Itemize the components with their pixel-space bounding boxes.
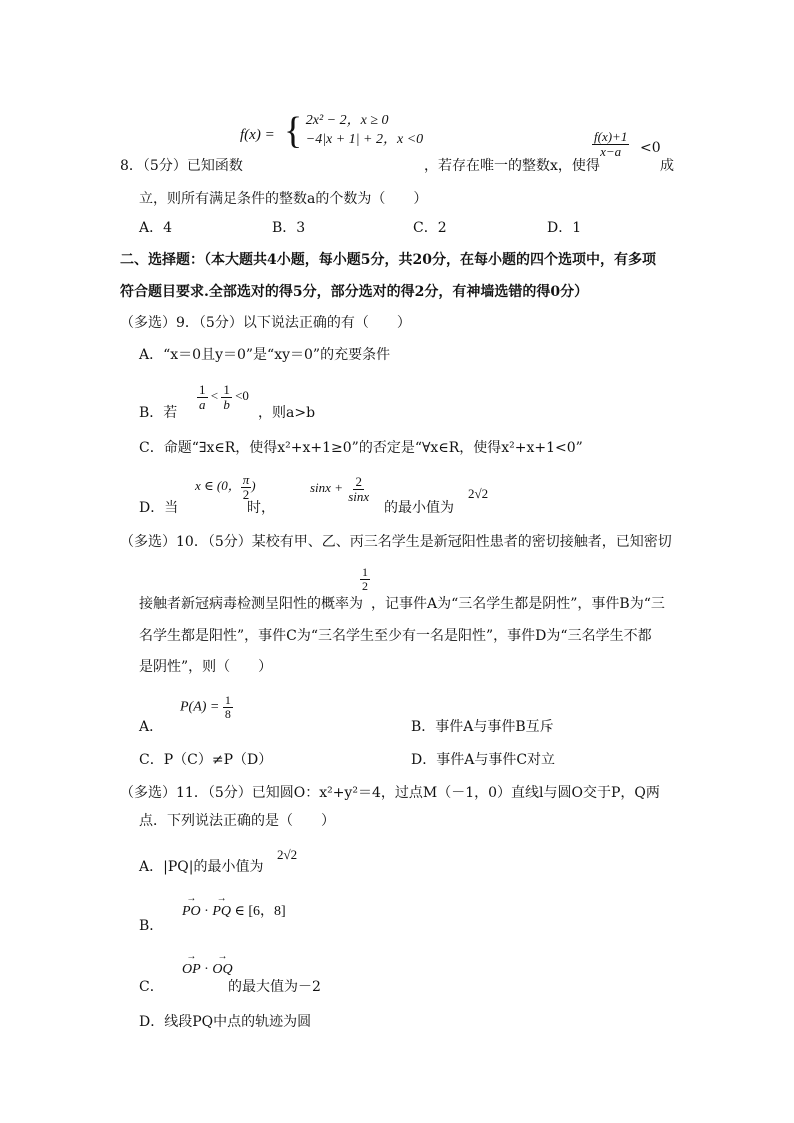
q10-line4: 是阴性”，则（ ） xyxy=(139,659,273,675)
q10-line3: 名学生都是阳性”，事件C为“三名学生至少有一名是阳性”，事件D为“三名学生不都 xyxy=(139,628,652,644)
q11-option-b-label: B． xyxy=(139,918,164,934)
q11-option-c-label: C． xyxy=(139,979,164,995)
q10-option-a-label: A． xyxy=(139,719,164,735)
q9-option-d-shi: 时， xyxy=(247,500,275,516)
q8-cheng: 成 xyxy=(660,158,674,174)
q8-cases xyxy=(306,112,423,150)
q10-option-c: C．P（C）≠P（D） xyxy=(139,752,273,768)
q9-option-d-post: 的最小值为 xyxy=(384,500,454,516)
q8-option-a: A．4 xyxy=(139,220,173,236)
q10-option-b: B．事件A与事件B互斥 xyxy=(411,719,554,735)
q8-option-c: C．2 xyxy=(413,220,447,236)
q9-option-d-expr: sinx + $\frac{2}{\sin x}$ xyxy=(310,474,370,504)
section-header-line1: 二、选择题：（本大题共4小题，每小题5分，共20分，在每小题的四个选项中，有多项 xyxy=(120,252,656,268)
q10-line2-prefix: 接触者新冠病毒检测呈阳性的概率为 xyxy=(139,596,363,612)
q8-case-1: 2x² − 2，x ≥ 0 xyxy=(305,113,389,129)
q11-stem: （多选）11．（5分）已知圆O：x²+y²＝4，过点M（－1，0）直线l与圆O交于P，Q两 xyxy=(120,785,660,801)
q11-option-c-post: 的最大值为－2 xyxy=(228,979,321,995)
q8-frac-num: f(x)+1 xyxy=(594,129,628,144)
q10-line2-post: ，记事件A为“三名学生都是阴性”，事件B为“三 xyxy=(371,596,665,612)
q9-option-b-expr: $\frac{1}{a}$ < $\frac{1}{b}$ <0 xyxy=(199,382,249,412)
q9-option-d-prefix: D．当 xyxy=(139,500,179,516)
q11-option-b-expr: → PO · → PQ ∈ [6，8] xyxy=(182,900,286,920)
q8-piecewise xyxy=(284,112,423,150)
q10-option-d: D．事件A与事件C对立 xyxy=(411,752,556,768)
q8-option-b: B．3 xyxy=(272,220,306,236)
q9-option-c: C．命题“∃x∈R，使得x²+x+1≥0”的否定是“∀x∈R，使得x²+x+1<0” xyxy=(139,440,583,456)
q11-option-c-expr: → OP · → OQ xyxy=(182,962,233,978)
q11-option-d: D．线段PQ中点的轨迹为圆 xyxy=(139,1014,312,1030)
q11-line2: 点．下列说法正确的是（ ） xyxy=(139,813,335,829)
q8-mid-text: ，若存在唯一的整数x，使得 xyxy=(424,158,600,174)
q8-fx-label: f(x) = xyxy=(240,127,275,143)
q9-option-a: A．“x＝0且y＝0”是“xy＝0”的充要条件 xyxy=(139,347,391,363)
q8-case-2: −4|x + 1| + 2，x <0 xyxy=(305,132,424,147)
q9-option-b-post: ，则a>b xyxy=(258,405,316,421)
q9-stem: （多选）9．（5分）以下说法正确的有（ ） xyxy=(120,315,411,331)
q9-option-b-prefix: B．若 xyxy=(139,405,178,421)
q8-fraction xyxy=(592,130,629,158)
section-header-line2: 符合题目要求.全部选对的得5分，部分选对的得2分，有神墙选错的得0分） xyxy=(120,284,589,300)
q8-brace: { xyxy=(284,110,303,152)
q9-option-d-value: 2√2 xyxy=(468,486,489,501)
q8-lt0: <0 xyxy=(640,140,661,156)
q10-stem: （多选）10．（5分）某校有甲、乙、丙三名学生是新冠阳性患者的密切接触者，已知密切 xyxy=(120,534,672,550)
q11-option-a: A．|PQ|的最小值为 xyxy=(139,859,264,875)
q8-option-d: D．1 xyxy=(547,220,582,236)
q8-number: 8．（5分）已知函数 xyxy=(120,158,243,174)
q9-option-d-interval: x ∈ (0， $\frac{\pi}{2}$ ) xyxy=(195,472,256,502)
q10-half: $\frac{1}{2}$ xyxy=(362,565,368,593)
q8-frac-den: x−a xyxy=(600,143,622,159)
q8-line2: 立，则所有满足条件的整数a的个数为（ ） xyxy=(139,191,428,207)
q10-option-a-expr: P(A) = $\frac{1}{8}$ xyxy=(180,693,231,721)
q11-option-a-value: 2√2 xyxy=(277,847,298,862)
